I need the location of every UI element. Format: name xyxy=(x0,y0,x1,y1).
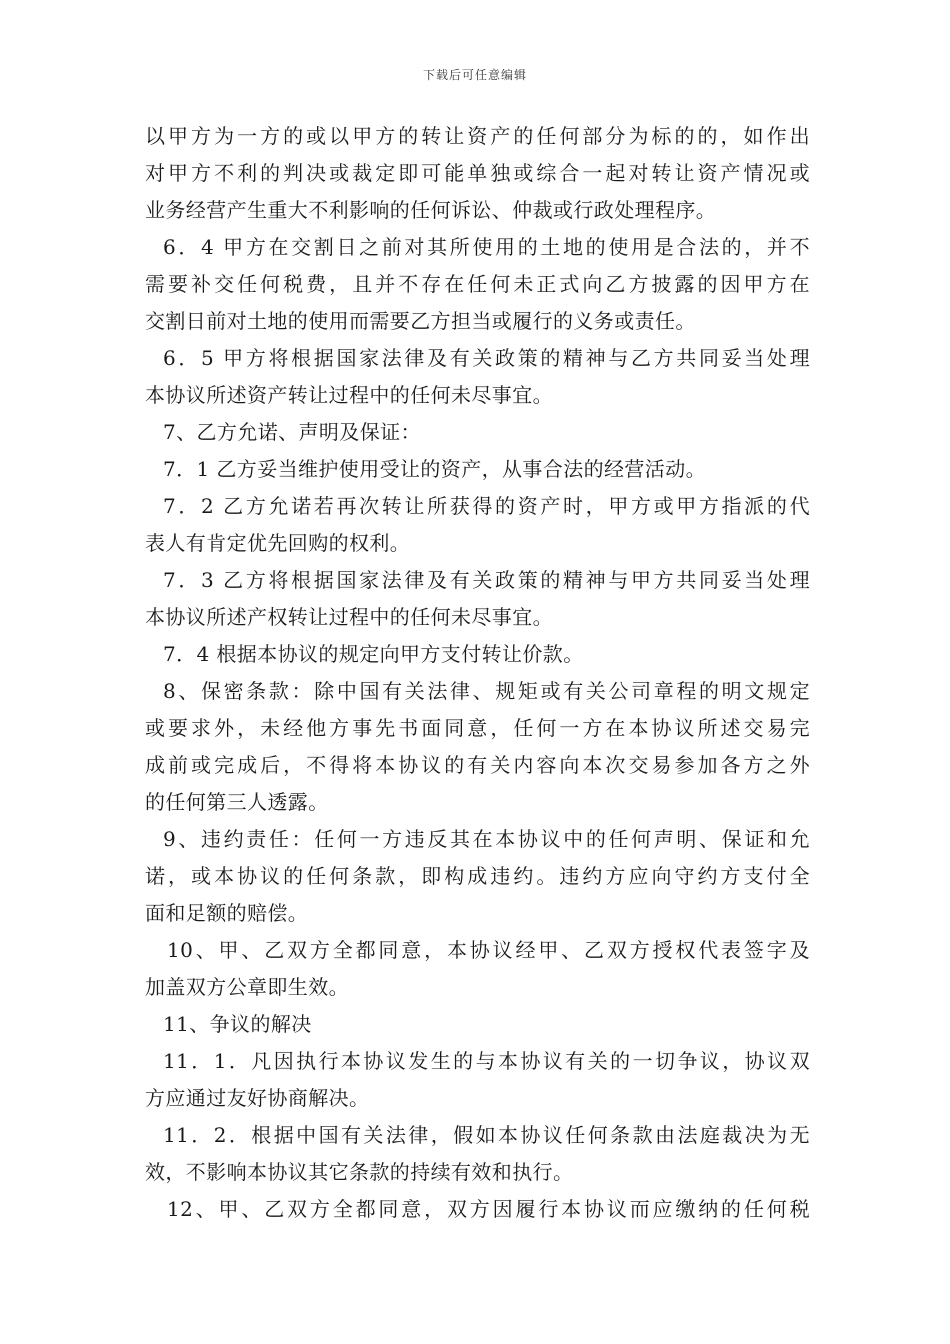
text-line: 成前或完成后，不得将本协议的有关内容向本次交易参加各方之外 xyxy=(145,753,810,777)
text-line: 7、乙方允诺、声明及保证： xyxy=(163,420,421,444)
text-line: 业务经营产生重大不利影响的任何诉讼、仲裁或行政处理程序。 xyxy=(145,198,717,222)
text-line: 7．3 乙方将根据国家法律及有关政策的精神与甲方共同妥当处理 xyxy=(163,568,810,592)
text-line: 对甲方不利的判决或裁定即可能单独或综合一起对转让资产情况或 xyxy=(145,161,810,185)
text-line: 7．1 乙方妥当维护使用受让的资产，从事合法的经营活动。 xyxy=(163,457,707,481)
text-line: 11、争议的解决 xyxy=(163,1012,312,1036)
text-line: 6．4 甲方在交割日之前对其所使用的土地的使用是合法的，并不 xyxy=(163,235,810,259)
text-line: 10、甲、乙双方全都同意，本协议经甲、乙双方授权代表签字及 xyxy=(167,938,810,962)
text-line: 8、保密条款：除中国有关法律、规矩或有关公司章程的明文规定 xyxy=(163,679,810,703)
text-line: 表人有肯定优先回购的权利。 xyxy=(145,531,411,555)
text-line: 本协议所述产权转让过程中的任何未尽事宜。 xyxy=(145,605,553,629)
text-line: 9、违约责任：任何一方违反其在本协议中的任何声明、保证和允 xyxy=(163,827,810,851)
text-line: 以甲方为一方的或以甲方的转让资产的任何部分为标的的，如作出 xyxy=(145,124,810,148)
text-line: 交割日前对土地的使用而需要乙方担当或履行的义务或责任。 xyxy=(145,309,696,333)
text-line: 方应通过友好协商解决。 xyxy=(145,1086,370,1110)
text-line: 7．4 根据本协议的规定向甲方支付转让价款。 xyxy=(163,642,584,666)
text-line: 需要补交任何税费，且并不存在任何未正式向乙方披露的因甲方在 xyxy=(145,272,810,296)
text-line: 11．2．根据中国有关法律，假如本协议任何条款由法庭裁决为无 xyxy=(163,1123,810,1147)
text-line: 诺，或本协议的任何条款，即构成违约。违约方应向守约方支付全 xyxy=(145,864,810,888)
text-line: 效，不影响本协议其它条款的持续有效和执行。 xyxy=(145,1160,574,1184)
document-body xyxy=(145,118,810,1228)
text-line: 11．1．凡因执行本协议发生的与本协议有关的一切争议，协议双 xyxy=(163,1049,810,1073)
text-line: 面和足额的赔偿。 xyxy=(145,901,309,925)
text-line: 加盖双方公章即生效。 xyxy=(145,975,349,999)
text-line: 的任何第三人透露。 xyxy=(145,790,329,814)
text-line: 6．5 甲方将根据国家法律及有关政策的精神与乙方共同妥当处理 xyxy=(163,346,810,370)
text-line: 或要求外，未经他方事先书面同意，任何一方在本协议所述交易完 xyxy=(145,716,810,740)
text-line: 7．2 乙方允诺若再次转让所获得的资产时，甲方或甲方指派的代 xyxy=(163,494,810,518)
text-line: 12、甲、乙双方全都同意，双方因履行本协议而应缴纳的任何税 xyxy=(167,1197,810,1221)
page-header: 下载后可任意编辑 xyxy=(422,68,527,82)
text-line: 本协议所述资产转让过程中的任何未尽事宜。 xyxy=(145,383,553,407)
